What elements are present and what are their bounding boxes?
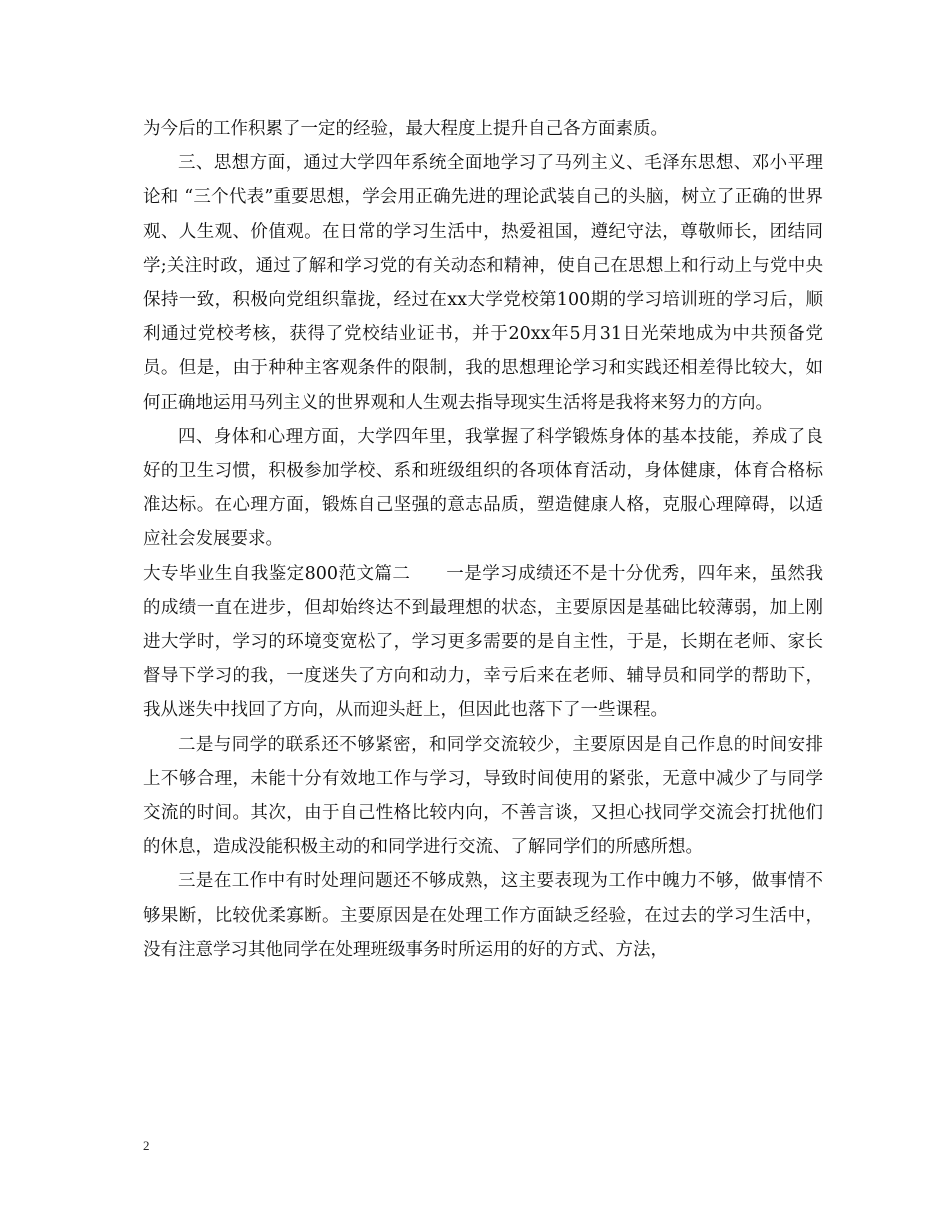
paragraph-continuation: 为今后的工作积累了一定的经验，最大程度上提升自己各方面素质。 xyxy=(143,119,668,139)
body-text xyxy=(143,112,823,967)
paragraph-body-mind: 四、身体和心理方面，大学四年里，我掌握了科学锻炼身体的基本技能，养成了良好的卫生习惯，积极参加学校、系和班级组织的各项体育活动，身体健康，体育合格标准达标。在心理方面，锻炼自己坚强的意志品质，塑造健康人格，克服心理障碍，以适应社会发展要求。 xyxy=(143,426,823,550)
paragraph-work: 三是在工作中有时处理问题还不够成熟，这主要表现为工作中魄力不够，做事情不够果断，比较优柔寡断。主要原因是在处理工作方面缺乏经验，在过去的学习生活中，没有注意学习其他同学在处理班级事务时所运用的好的方式、方法， xyxy=(143,871,823,960)
page-number: 2 xyxy=(143,1138,150,1153)
paragraph-classmates: 二是与同学的联系还不够紧密，和同学交流较少，主要原因是自己作息的时间安排上不够合理，未能十分有效地工作与学习，导致时间使用的紧张，无意中减少了与同学交流的时间。其次，由于自己性格比较内向，不善言谈，又担心找同学交流会打扰他们的休息，造成没能积极主动的和同学进行交流、了解同学们的所感所想。 xyxy=(143,734,823,858)
paragraph-section-two: 大专毕业生自我鉴定800范文篇二 一是学习成绩还不是十分优秀，四年来，虽然我的成绩一直在进步，但却始终达不到最理想的状态，主要原因是基础比较薄弱，加上刚进大学时，学习的环境变宽松了，学习更多需要的是自主性，于是，长期在老师、家长督导下学习的我，一度迷失了方向和动力，幸亏后来在老师、辅导员和同学的帮助下，我从迷失中找回了方向，从而迎头赶上，但因此也落下了一些课程。 xyxy=(143,563,823,721)
paragraph-thought: 三、思想方面，通过大学四年系统全面地学习了马列主义、毛泽东思想、邓小平理论和 “三个代表”重要思想，学会用正确先进的理论武装自己的头脑，树立了正确的世界观、人生观、价值观。在日常的学习生活中，热爱祖国，遵纪守法，尊敬师长，团结同学;关注时政，通过了解和学习党的有关动态和精神，使自己在思想上和行动上与党中央保持一致，积极向党组织靠拢，经过在xx大学党校第100期的学习培训班的学习后，顺利通过党校考核，获得了党校结业证书，并于20xx年5月31日光荣地成为中共预备党员。但是，由于种种主客观条件的限制，我的思想理论学习和实践还相差得比较大，如何正确地运用马列主义的世界观和人生观去指导现实生活将是我将来努力的方向。 xyxy=(143,153,823,413)
